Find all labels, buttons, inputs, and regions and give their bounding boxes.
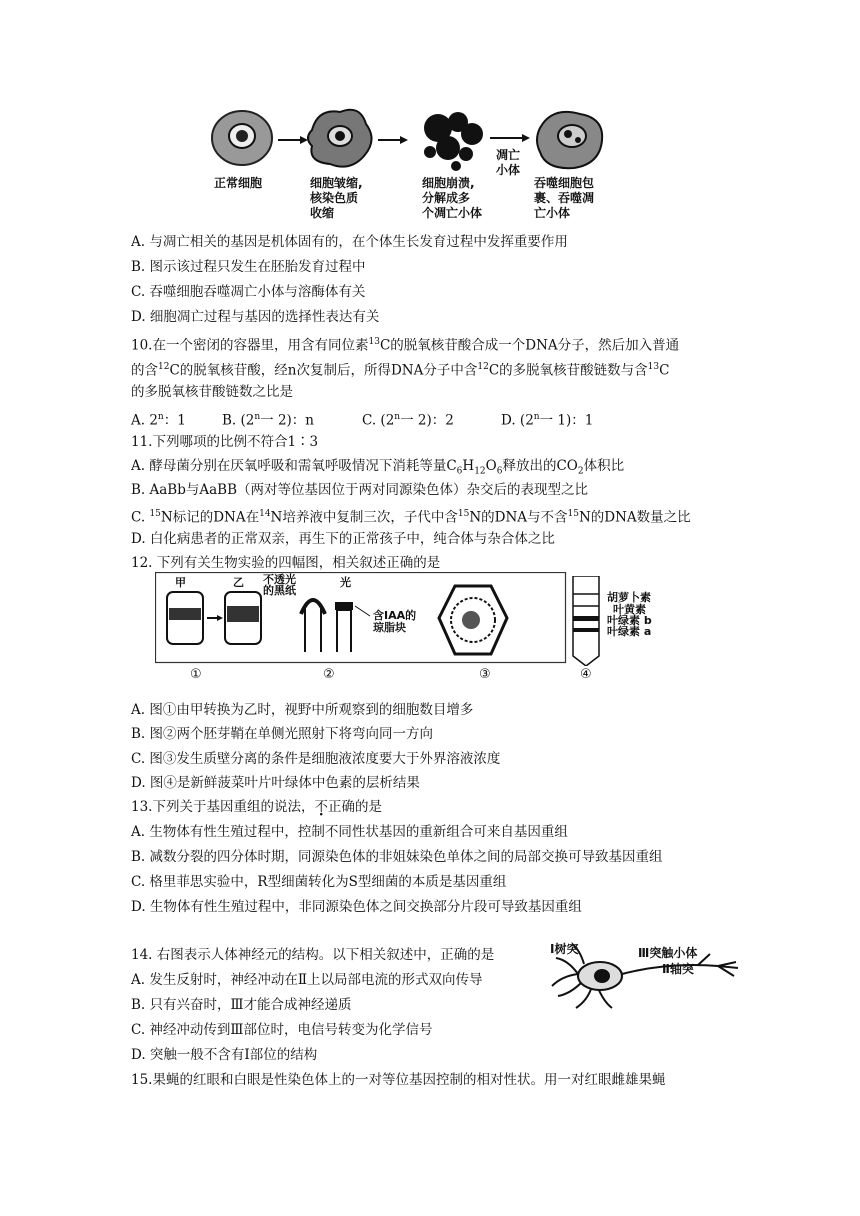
q14-option-a: A. 发生反射时，神经冲动在Ⅱ上以局部电流的形式双向传导 xyxy=(131,972,483,988)
q11-option-b: B. AaBb与AaBB（两对等位基因位于两对同源染色体）杂交后的表现型之比 xyxy=(131,482,589,498)
q14-option-d: D. 突触一般不含有Ⅰ部位的结构 xyxy=(131,1047,318,1063)
stage-normal-cell: 正常细胞 xyxy=(214,176,263,190)
fig-number-2: ② xyxy=(323,667,335,682)
q15-stem: 15.果蝇的红眼和白眼是性染色体上的一对等位基因控制的相对性状。用一对红眼雌雄果蝇 xyxy=(131,1072,666,1088)
q10-stem-line2: 的含$^{12}$C的脱氧核苷酸，经n次复制后，所得DNA分子中含$^{12}$C的多脱氧核苷酸链数与含$^{13}$C xyxy=(131,362,670,379)
fig2-paper-2: 的黑纸 xyxy=(263,584,296,597)
q13-option-c: C. 格里菲思实验中，R型细菌转化为S型细菌的本质是基因重组 xyxy=(131,874,507,890)
stage-phagocyte-3: 亡小体 xyxy=(534,206,571,220)
q12-option-a: A. 图①由甲转换为乙时，视野中所观察到的细胞数目增多 xyxy=(131,702,474,718)
stage-phagocyte-1: 吞噬细胞包 xyxy=(534,176,595,190)
q9-option-c: C. 吞噬细胞吞噬凋亡小体与溶酶体有关 xyxy=(131,284,366,300)
q9-option-a: A. 与凋亡相关的基因是机体固有的，在个体生长发育过程中发挥重要作用 xyxy=(131,234,568,250)
q13-stem: 13.下列关于基因重组的说法，不正确的是 xyxy=(131,799,382,815)
stage-phagocyte-2: 裹、吞噬凋 xyxy=(534,191,595,205)
q10-option-d: D. (2$^n$一 1)：1 xyxy=(501,412,594,429)
q13-option-d: D. 生物体有性生殖过程中，非同源染色体之间交换部分片段可导致基因重组 xyxy=(131,899,582,915)
stage-collapse-1: 细胞崩溃, xyxy=(422,176,475,190)
fig4-chlorophyll-b: 叶绿素 b xyxy=(607,614,652,627)
q9-option-b: B. 图示该过程只发生在胚胎发育过程中 xyxy=(131,259,366,275)
stage-collapse-2: 分解成多 xyxy=(422,191,471,205)
fig1-label-jia: 甲 xyxy=(175,576,186,589)
neuron-dendrite-label: Ⅰ树突 xyxy=(550,942,579,956)
q13-option-b: B. 减数分裂的四分体时期，同源染色体的非姐妹染色单体之间的局部交换可导致基因重组 xyxy=(131,849,663,865)
stage-collapse-3: 个凋亡小体 xyxy=(422,206,483,220)
q12-stem: 12. 下列有关生物实验的四幅图，相关叙述正确的是 xyxy=(131,555,441,571)
fig-number-1: ① xyxy=(190,667,202,682)
fig2-iaa-1: 含IAA的 xyxy=(373,609,417,622)
q10-stem-line3: 的多脱氧核苷酸链数之比是 xyxy=(131,384,293,400)
q10-option-a: A. 2$^n$：1 xyxy=(131,412,186,429)
fig4-chromatography-strip xyxy=(569,576,603,666)
fig4-carotene: 胡萝卜素 xyxy=(607,591,651,604)
fig4-xanthophyll: 叶黄素 xyxy=(613,603,646,616)
fig-number-3: ③ xyxy=(479,667,491,682)
apoptotic-body-2: 小体 xyxy=(496,163,521,177)
apoptosis-figure xyxy=(200,100,620,225)
q10-option-c: C. (2$^n$一 2)：2 xyxy=(362,412,454,429)
apoptotic-body-1: 凋亡 xyxy=(496,148,521,162)
q14-stem: 14. 右图表示人体神经元的结构。以下相关叙述中，正确的是 xyxy=(131,947,495,963)
fig1-label-yi: 乙 xyxy=(233,576,244,589)
fig2-iaa-2: 琼脂块 xyxy=(373,621,406,634)
q12-option-b: B. 图②两个胚芽鞘在单侧光照射下将弯向同一方向 xyxy=(131,726,434,742)
q11-stem: 11.下列哪项的比例不符合1∶3 xyxy=(131,434,319,450)
fig2-light: 光 xyxy=(340,576,351,589)
q10-stem-line1: 10.在一个密闭的容器里，用含有同位素$^{13}$C的脱氧核苷酸合成一个DNA分子，然后加入普通 xyxy=(131,337,680,354)
stage-shrink-3: 收缩 xyxy=(310,206,335,220)
q11-option-a: A. 酵母菌分别在厌氧呼吸和需氧呼吸情况下消耗等量$C_6H_{12}O_6$释放出的$CO_2$体积比 xyxy=(131,458,625,477)
stage-shrink-2: 核染色质 xyxy=(310,191,359,205)
emphasis-dot: 不 xyxy=(314,799,328,815)
q12-option-c: C. 图③发生质壁分离的条件是细胞液浓度要大于外界溶液浓度 xyxy=(131,751,501,767)
q14-option-c: C. 神经冲动传到Ⅲ部位时，电信号转变为化学信号 xyxy=(131,1022,433,1038)
neuron-axon-label: Ⅱ轴突 xyxy=(662,962,694,976)
q12-option-d: D. 图④是新鲜菠菜叶片叶绿体中色素的层析结果 xyxy=(131,775,420,791)
q12-figure xyxy=(155,572,725,684)
q14-option-b: B. 只有兴奋时，Ⅲ才能合成神经递质 xyxy=(131,997,352,1013)
q13-option-a: A. 生物体有性生殖过程中，控制不同性状基因的重新组合可来自基因重组 xyxy=(131,824,568,840)
fig4-chlorophyll-a: 叶绿素 a xyxy=(607,625,652,638)
fig2-paper-1: 不透光 xyxy=(263,573,296,586)
stage-shrink-1: 细胞皱缩, xyxy=(310,176,363,190)
q9-option-d: D. 细胞凋亡过程与基因的选择性表达有关 xyxy=(131,309,380,325)
q11-option-d: D. 白化病患者的正常双亲，再生下的正常孩子中，纯合体与杂合体之比 xyxy=(131,531,555,547)
q10-option-b: B. (2$^n$一 2)：n xyxy=(222,412,314,429)
neuron-synapse-label: Ⅲ突触小体 xyxy=(638,946,698,960)
fig-number-4: ④ xyxy=(580,667,592,682)
neuron-figure xyxy=(548,940,768,1012)
q11-option-c: C. $^{15}$N标记的DNA在$^{14}$N培养液中复制三次，子代中含$^{15}$N的DNA与不含$^{15}$N的DNA数量之比 xyxy=(131,509,691,526)
